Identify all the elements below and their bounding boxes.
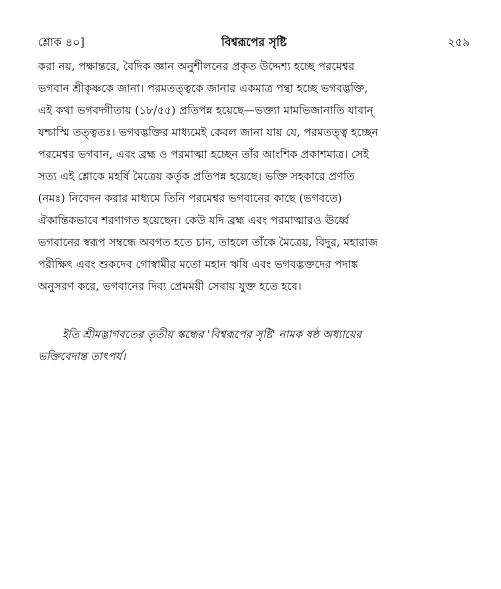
colophon-line: ভক্তিবেদান্ত তাৎপর্য। [38, 350, 126, 363]
text-line: ভগবানের স্বরূপ সম্বন্ধে অবগত হতে চান, তাহলে তাঁকে মৈত্রেয়, বিদুর, মহারাজ [38, 236, 378, 249]
verse-reference: শ্লোক ৪০] [38, 35, 85, 49]
text-line: ঐকান্তিকভাবে শরণাগত হয়েছেন। কেউ যদি ব্রহ্ম এবং পরমাত্মারও ঊর্ধ্বে [38, 214, 349, 227]
text-line: অনুসরণ করে, ভগবানের দিব্য প্রেমময়ী সেবায় যুক্ত হতে হবে। [38, 280, 302, 293]
chapter-title: বিশ্বরূপের সৃষ্টি [221, 35, 287, 49]
text-line: পরমেশ্বর ভগবান, এবং ব্রহ্ম ও পরমাত্মা হচ্ছেন তাঁর আংশিক প্রকাশমাত্র। সেই [38, 148, 369, 161]
text-line: করা নয়, পক্ষান্তরে, বৈদিক জ্ঞান অনুশীলনের প্রকৃত উদ্দেশ্য হচ্ছে পরমেশ্বর [38, 60, 355, 73]
text-line: (নমঃ) নিবেদন করার মাধ্যমে তিনি পরমেশ্বর ভগবানের কাছে (ভগবতে) [38, 192, 342, 205]
colophon-line: ইতি শ্রীমদ্ভাগবতের তৃতীয় স্কন্ধের 'বিশ্বরূপের সৃষ্টি' নামক ষষ্ঠ অধ্যায়ের [62, 328, 362, 341]
chapter-colophon [38, 324, 470, 368]
text-line: পরীক্ষিৎ এবং শুকদেব গোস্বামীর মতো মহান ঋষি এবং ভগবদ্ভক্তদের পদাঙ্ক [38, 258, 358, 271]
text-line: এই কথা ভগবদ্গীতায় (১৮/৫৫) প্রতিপন্ন হয়েছে—ভক্ত্যা মামভিজানাতি যাবান্ [38, 104, 374, 117]
book-page [38, 30, 470, 368]
page-number: ২৫৯ [447, 35, 470, 49]
text-line: ভগবান শ্রীকৃষ্ণকে জানা। পরমতত্ত্বকে জানার একমাত্র পন্থা হচ্ছে ভগবদ্ভক্তি, [38, 82, 368, 95]
purport-paragraph [38, 56, 470, 298]
text-line: যশ্চাস্মি তত্ত্বতঃ। ভগবদ্ভক্তির মাধ্যমেই কেবল জানা যায় যে, পরমতত্ত্ব হচ্ছেন [38, 126, 379, 139]
text-line: সত্য এই শ্লোকে মহর্ষি মৈত্রেয় কর্তৃক প্রতিপন্ন হয়েছে। ভক্তি সহকারে প্রণতি [38, 170, 355, 183]
running-head [38, 30, 470, 54]
